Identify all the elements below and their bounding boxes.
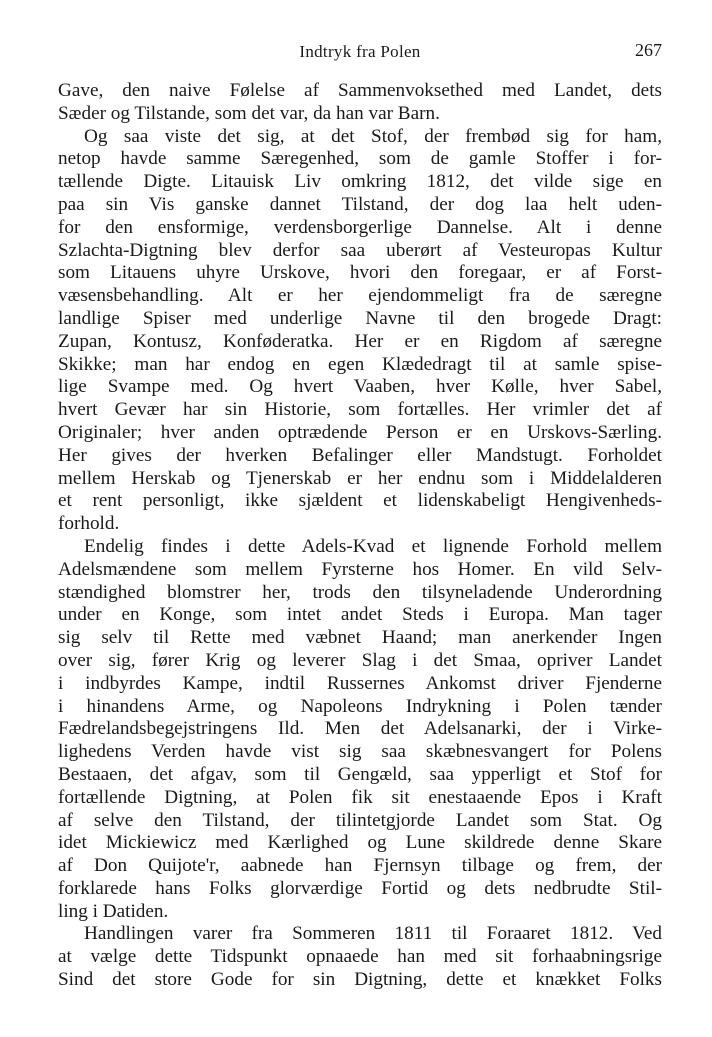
text-line: i indbyrdes Kampe, indtil Russernes Ankomst driver Fjenderne: [58, 672, 662, 694]
text-line: af selve den Tilstand, der tilintetgjorde Landet som Stat. Og: [58, 809, 662, 831]
text-line: Her gives der hverken Befalinger eller Mandstugt. Forholdet: [58, 444, 662, 466]
text-line: Fædrelandsbegejstringens Ild. Men det Adelsanarki, der i Virke-: [58, 718, 662, 740]
text-line: mellem Herskab og Tjenerskab er her endnu som i Middelalderen: [58, 467, 662, 489]
text-line: netop havde samme Særegenhed, som de gamle Stoffer i for-: [58, 148, 662, 170]
text-line: ling i Datiden.: [58, 900, 169, 922]
text-line: Adelsmændene som mellem Fyrsterne hos Homer. En vild Selv-: [58, 558, 662, 580]
text-line: et rent personligt, ikke sjældent et lidenskabeligt Hengivenheds-: [58, 490, 662, 512]
text-line: stændighed blomstrer her, trods den tilsyneladende Underordning: [58, 581, 662, 603]
text-line: sig selv til Rette med væbnet Haand; man anerkender Ingen: [58, 627, 662, 649]
text-line: landlige Spiser med underlige Navne til den brogede Dragt:: [58, 307, 662, 329]
text-line: for den ensformige, verdensborgerlige Dannelse. Alt i denne: [58, 216, 662, 238]
paragraph: [58, 126, 662, 536]
text-line: over sig, fører Krig og leverer Slag i det Smaa, opriver Landet: [58, 649, 662, 671]
text-line: lighedens Verden havde vist sig saa skæbnesvangert for Polens: [58, 741, 662, 763]
text-line: af Don Quijote'r, aabnede han Fjernsyn tilbage og frem, der: [58, 855, 662, 877]
text-line: Endelig findes i dette Adels-Kvad et lignende Forhold mellem: [84, 535, 662, 557]
text-line: i hinandens Arme, og Napoleons Indrykning i Polen tænder: [58, 695, 662, 717]
text-line: Og saa viste det sig, at det Stof, der frembød sig for ham,: [84, 125, 662, 147]
paragraph: [58, 536, 662, 924]
text-line: som Litauens uhyre Urskove, hvori den foregaar, er af Forst-: [58, 262, 662, 284]
text-line: at vælge dette Tidspunkt opnaaede han med sit forhaabningsrige: [58, 946, 662, 968]
text-line: Szlachta-Digtning blev derfor saa uberørt af Vesteuropas Kultur: [58, 239, 662, 261]
paragraph: [58, 923, 662, 991]
text-line: Originaler; hver anden optrædende Person er en Urskovs-Særling.: [58, 421, 662, 443]
page-header: [58, 38, 662, 68]
text-line: forklarede hans Folks glorværdige Fortid og dets nedbrudte Stil-: [58, 877, 662, 899]
body-text: [58, 80, 662, 992]
text-line: Gave, den naive Følelse af Sammenvoksethed med Landet, dets: [58, 80, 662, 101]
text-line: væsensbehandling. Alt er her ejendommeligt fra de særegne: [58, 285, 662, 307]
text-line: Skikke; man har endog en egen Klædedragt til at samle spise-: [58, 353, 662, 375]
text-line: Handlingen varer fra Sommeren 1811 til Foraaret 1812. Ved: [84, 923, 662, 945]
text-line: lige Svampe med. Og hvert Vaaben, hver Kølle, hver Sabel,: [58, 376, 662, 398]
text-line: hvert Gevær har sin Historie, som fortælles. Her vrimler det af: [58, 399, 662, 421]
text-line: under en Konge, som intet andet Steds i Europa. Man tager: [58, 604, 662, 626]
text-line: tællende Digte. Litauisk Liv omkring 1812, det vilde sige en: [58, 171, 662, 193]
book-page: [58, 38, 662, 992]
text-line: forhold.: [58, 513, 120, 535]
text-line: Zupan, Kontusz, Konføderatka. Her er en Rigdom af særegne: [58, 330, 662, 352]
text-line: Bestaaen, det afgav, som til Gengæld, saa ypperligt et Stof for: [58, 763, 662, 785]
text-line: Sæder og Tilstande, som det var, da han var Barn.: [58, 102, 440, 124]
text-line: idet Mickiewicz med Kærlighed og Lune skildrede denne Skare: [58, 832, 662, 854]
page-number: 267: [635, 40, 662, 60]
text-line: Sind det store Gode for sin Digtning, dette et knækket Folks: [58, 969, 662, 991]
text-line: paa sin Vis ganske dannet Tilstand, der dog laa helt uden-: [58, 193, 662, 215]
running-title: Indtryk fra Polen: [299, 42, 421, 61]
text-line: fortællende Digtning, at Polen fik sit enestaaende Epos i Kraft: [58, 786, 662, 808]
paragraph: [58, 80, 662, 126]
